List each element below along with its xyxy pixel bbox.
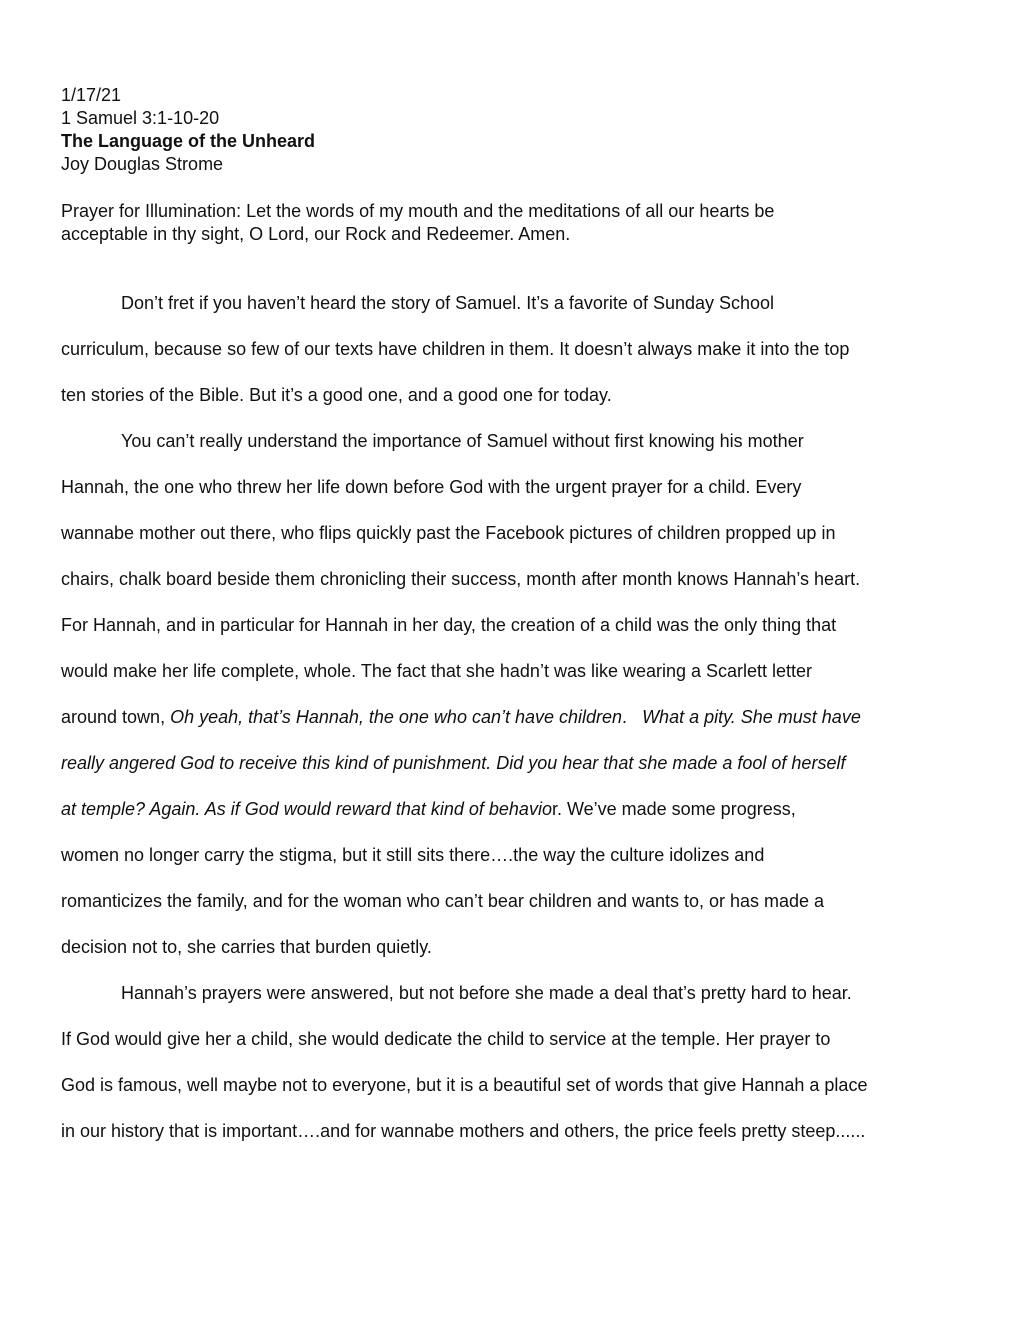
- body-line: If God would give her a child, she would dedicate the child to service at the temple. Her prayer to: [61, 1029, 831, 1049]
- body-line: [61, 694, 961, 740]
- body-line: wannabe mother out there, who flips quickly past the Facebook pictures of children propped up in: [61, 523, 836, 543]
- body-line: in our history that is important….and for wannabe mothers and others, the price feels pretty steep......: [61, 1121, 866, 1141]
- body-line: [61, 740, 961, 786]
- sermon-date: 1/17/21: [61, 85, 122, 105]
- body-line: romanticizes the family, and for the woman who can’t bear children and wants to, or has made a: [61, 891, 825, 911]
- body-line: chairs, chalk board beside them chronicling their success, month after month knows Hannah’s heart.: [61, 569, 861, 589]
- body-line: For Hannah, and in particular for Hannah in her day, the creation of a child was the only thing that: [61, 615, 837, 635]
- body-line: [61, 786, 961, 832]
- body-line: God is famous, well maybe not to everyone, but it is a beautiful set of words that give Hannah a place: [61, 1075, 868, 1095]
- sermon-body: [61, 280, 961, 1154]
- body-line: ten stories of the Bible. But it’s a good one, and a good one for today.: [61, 385, 612, 405]
- body-line: You can’t really understand the importance of Samuel without first knowing his mother: [121, 431, 804, 451]
- italic-quote: What a pity. She must have: [642, 707, 861, 727]
- sermon-header: [61, 84, 315, 176]
- italic-quote: at temple? Again. As if God would reward that kind of behavio: [61, 799, 552, 819]
- body-line: Hannah, the one who threw her life down before God with the urgent prayer for a child. Every: [61, 477, 802, 497]
- prayer-for-illumination: [61, 200, 961, 246]
- italic-quote: really angered God to receive this kind of punishment. Did you hear that she made a fool of herself: [61, 753, 846, 773]
- body-line: Hannah’s prayers were answered, but not before she made a deal that’s pretty hard to hear.: [121, 983, 852, 1003]
- body-text: around town,: [61, 707, 171, 727]
- body-line: would make her life complete, whole. The fact that she hadn’t was like wearing a Scarlett letter: [61, 661, 813, 681]
- body-line: Don’t fret if you haven’t heard the story of Samuel. It’s a favorite of Sunday School: [121, 293, 775, 313]
- scripture-reference: 1 Samuel 3:1-10-20: [61, 108, 220, 128]
- sermon-title: The Language of the Unheard: [61, 131, 316, 151]
- sermon-author: Joy Douglas Strome: [61, 154, 224, 174]
- body-line: curriculum, because so few of our texts have children in them. It doesn’t always make it into the top: [61, 339, 850, 359]
- body-text: r. We’ve made some progress,: [551, 799, 796, 819]
- body-text: .: [622, 707, 643, 727]
- body-line: decision not to, she carries that burden quietly.: [61, 937, 432, 957]
- prayer-line: Prayer for Illumination: Let the words of my mouth and the meditations of all our hearts be: [61, 201, 775, 221]
- italic-quote: Oh yeah, that’s Hannah, the one who can’t have children: [170, 707, 623, 727]
- body-line: women no longer carry the stigma, but it still sits there….the way the culture idolizes and: [61, 845, 765, 865]
- prayer-line: acceptable in thy sight, O Lord, our Rock and Redeemer. Amen.: [61, 224, 571, 244]
